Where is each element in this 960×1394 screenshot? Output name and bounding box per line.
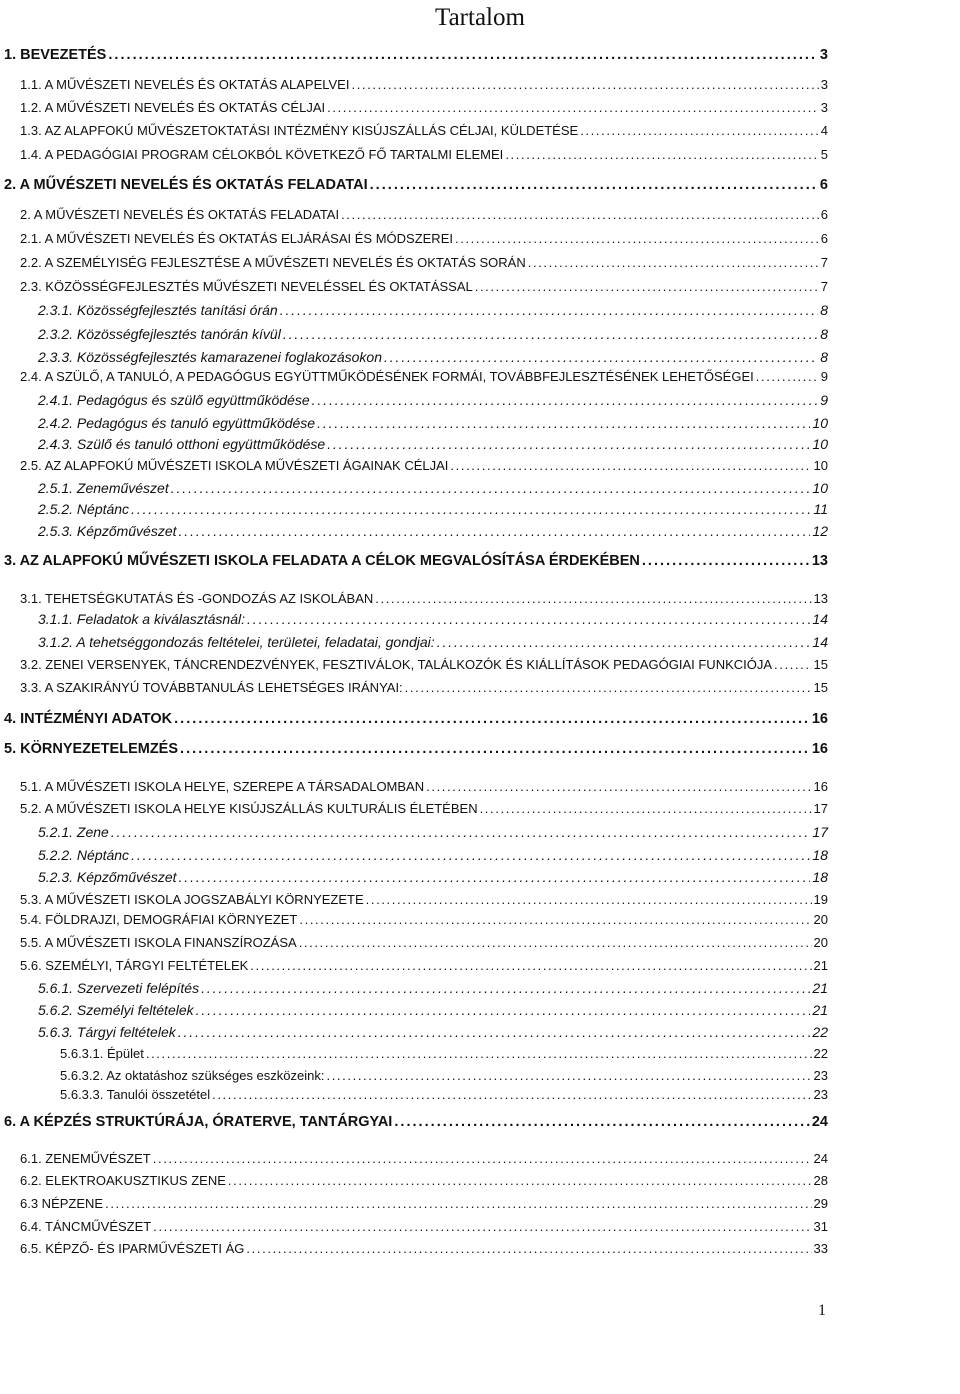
toc-entry-label: 2.5.1. Zeneművészet	[38, 480, 169, 496]
toc-entry-label: 2.1. A MŰVÉSZETI NEVELÉS ÉS OKTATÁS ELJÁRÁSAI ÉS MÓDSZEREI	[20, 231, 453, 246]
toc-entry-page: 28	[813, 1173, 828, 1188]
toc-leader-dots	[228, 1174, 812, 1187]
toc-entry-page: 6	[820, 231, 828, 246]
toc-entry[interactable]	[38, 1003, 828, 1017]
toc-leader-dots	[146, 1047, 812, 1060]
toc-entry[interactable]	[20, 78, 828, 91]
toc-entry-page: 17	[812, 824, 828, 840]
toc-entry[interactable]	[38, 825, 828, 839]
toc-entry-page: 7	[820, 279, 828, 294]
toc-entry[interactable]	[20, 1220, 828, 1233]
toc-entry[interactable]	[38, 524, 828, 538]
toc-leader-dots	[201, 981, 810, 995]
toc-entry-page: 10	[812, 480, 828, 496]
toc-leader-dots	[341, 208, 819, 221]
toc-entry-page: 13	[811, 553, 828, 569]
toc-entry-page: 22	[813, 1046, 828, 1061]
toc-leader-dots	[642, 554, 810, 569]
toc-entry-label: 5.5. A MŰVÉSZETI ISKOLA FINANSZÍROZÁSA	[20, 935, 297, 950]
toc-entry[interactable]	[20, 370, 828, 383]
toc-entry-page: 9	[820, 392, 828, 408]
toc-entry-label: 3.1.1. Feladatok a kiválasztásnál:	[38, 611, 246, 627]
toc-leader-dots	[351, 78, 818, 91]
toc-leader-dots	[450, 459, 811, 472]
toc-entry-page: 23	[813, 1087, 828, 1102]
page-number: 1	[818, 1302, 826, 1319]
toc-entry-label: 3.1.2. A tehetséggondozás feltételei, területei, feladatai, gondjai:	[38, 634, 435, 650]
toc-entry-label: 1.4. A PEDAGÓGIAI PROGRAM CÉLOKBÓL KÖVETKEZŐ FŐ TARTALMI ELEMEI	[20, 147, 504, 162]
toc-leader-dots	[105, 1197, 811, 1210]
toc-entry-label: 2.4.2. Pedagógus és tanuló együttműködése	[38, 415, 316, 431]
toc-leader-dots	[366, 893, 812, 906]
toc-entry-page: 29	[813, 1196, 828, 1211]
toc-leader-dots	[437, 635, 811, 649]
toc-entry[interactable]	[20, 913, 828, 926]
toc-entry-page: 16	[811, 741, 828, 757]
toc-leader-dots	[327, 101, 819, 114]
toc-leader-dots	[174, 712, 810, 727]
toc-entry-label: 5.6.3. Tárgyi feltételek	[38, 1024, 176, 1040]
toc-entry[interactable]	[38, 416, 828, 430]
toc-entry-label: 5.3. A MŰVÉSZETI ISKOLA JOGSZABÁLYI KÖRNYEZETE	[20, 892, 364, 907]
toc-entry[interactable]	[38, 393, 828, 407]
toc-leader-dots	[299, 936, 812, 949]
toc-entry[interactable]	[20, 936, 828, 949]
toc-entry-label: 1.3. AZ ALAPFOKÚ MŰVÉSZETOKTATÁSI INTÉZMÉNY KISÚJSZÁLLÁS CÉLJAI, KÜLDETÉSE	[20, 123, 579, 138]
toc-entry[interactable]	[60, 1047, 828, 1060]
toc-entry[interactable]	[38, 848, 828, 862]
toc-entry-page: 3	[820, 77, 828, 92]
toc-entry-page: 7	[820, 255, 828, 270]
toc-entry-label: 5. KÖRNYEZETELEMZÉS	[4, 741, 179, 757]
toc-entry-page: 15	[813, 657, 828, 672]
toc-entry[interactable]	[20, 959, 828, 972]
toc-entry[interactable]	[20, 802, 828, 815]
toc-entry-page: 12	[812, 523, 828, 539]
toc-entry[interactable]	[4, 48, 828, 63]
toc-entry[interactable]	[4, 742, 828, 757]
toc-entry[interactable]	[20, 592, 828, 605]
toc-entry[interactable]	[20, 148, 828, 161]
toc-entry-label: 5.6.3.3. Tanulói összetétel	[60, 1087, 211, 1102]
toc-entry-label: 5.6. SZEMÉLYI, TÁRGYI FELTÉTELEK	[20, 958, 249, 973]
toc-entry-label: 3.1. TEHETSÉGKUTATÁS ÉS -GONDOZÁS AZ ISKOLÁBAN	[20, 591, 374, 606]
toc-entry-page: 24	[811, 1114, 828, 1130]
toc-entry-label: 6.3 NÉPZENE	[20, 1196, 104, 1211]
toc-leader-dots	[312, 393, 819, 407]
toc-entry-label: 2.5.3. Képzőművészet	[38, 523, 177, 539]
page-title: Tartalom	[435, 4, 525, 31]
toc-entry-page: 16	[811, 711, 828, 727]
toc-leader-dots	[108, 48, 818, 63]
toc-leader-dots	[250, 959, 811, 972]
toc-entry-label: 6.2. ELEKTROAKUSZTIKUS ZENE	[20, 1173, 226, 1188]
toc-leader-dots	[580, 124, 819, 137]
toc-leader-dots	[528, 256, 819, 269]
toc-entry[interactable]	[20, 681, 828, 694]
toc-leader-dots	[370, 178, 818, 193]
toc-entry-page: 10	[812, 415, 828, 431]
toc-entry[interactable]	[20, 208, 828, 221]
toc-entry-label: 5.6.2. Személyi feltételek	[38, 1002, 194, 1018]
toc-leader-dots	[111, 825, 811, 839]
toc-entry-page: 17	[813, 801, 828, 816]
toc-entry[interactable]	[38, 481, 828, 495]
toc-entry-page: 3	[820, 100, 828, 115]
toc-leader-dots	[212, 1088, 811, 1101]
toc-entry-label: 5.2.2. Néptánc	[38, 847, 130, 863]
toc-entry-page: 8	[820, 302, 828, 318]
toc-entry-page: 13	[813, 591, 828, 606]
toc-entry-label: 6.4. TÁNCMŰVÉSZET	[20, 1219, 152, 1234]
toc-entry-label: 3.3. A SZAKIRÁNYÚ TOVÁBBTANULÁS LEHETSÉGES IRÁNYAI:	[20, 680, 403, 695]
toc-entry-page: 21	[812, 1002, 828, 1018]
toc-entry[interactable]	[4, 554, 828, 569]
toc-entry-page: 8	[820, 326, 828, 342]
toc-leader-dots	[505, 148, 818, 161]
toc-entry[interactable]	[20, 232, 828, 245]
toc-entry[interactable]	[38, 635, 828, 649]
toc-leader-dots	[375, 592, 811, 605]
toc-entry-page: 4	[820, 123, 828, 138]
toc-entry-label: 5.4. FÖLDRAJZI, DEMOGRÁFIAI KÖRNYEZET	[20, 912, 298, 927]
toc-entry[interactable]	[20, 1174, 828, 1187]
toc-entry-label: 2.4.1. Pedagógus és szülő együttműködése	[38, 392, 310, 408]
toc-entry-page: 5	[820, 147, 828, 162]
toc-leader-dots	[171, 481, 811, 495]
toc-entry-page: 16	[813, 779, 828, 794]
toc-entry[interactable]	[4, 178, 828, 193]
toc-entry[interactable]	[4, 1115, 828, 1130]
toc-entry-page: 18	[812, 869, 828, 885]
toc-entry-page: 14	[812, 611, 828, 627]
toc-entry[interactable]	[20, 459, 828, 472]
toc-entry-label: 2.4. A SZÜLŐ, A TANULÓ, A PEDAGÓGUS EGYÜTTMŰKÖDÉSÉNEK FORMÁI, TOVÁBBFEJLESZTÉSÉNEK LEHETŐSÉGEI	[20, 369, 754, 384]
toc-leader-dots	[153, 1152, 812, 1165]
toc-entry[interactable]	[20, 780, 828, 793]
toc-leader-dots	[326, 1069, 811, 1082]
toc-entry-page: 21	[813, 958, 828, 973]
toc-entry[interactable]	[38, 327, 828, 341]
toc-entry[interactable]	[38, 981, 828, 995]
toc-leader-dots	[455, 232, 819, 245]
toc-leader-dots	[480, 802, 812, 815]
toc-entry-page: 10	[813, 458, 828, 473]
toc-leader-dots	[475, 280, 819, 293]
toc-entry[interactable]	[20, 893, 828, 906]
toc-leader-dots	[317, 416, 810, 430]
toc-entry-label: 5.6.3.2. Az oktatáshoz szükséges eszközeink:	[60, 1068, 325, 1083]
toc-leader-dots	[153, 1220, 811, 1233]
toc-entry[interactable]	[38, 350, 828, 364]
toc-entry[interactable]	[20, 1152, 828, 1165]
toc-entry-page: 19	[813, 892, 828, 907]
toc-entry-label: 6. A KÉPZÉS STRUKTÚRÁJA, ÓRATERVE, TANTÁRGYAI	[4, 1114, 393, 1130]
toc-entry[interactable]	[38, 1025, 828, 1039]
toc-entry-page: 15	[813, 680, 828, 695]
toc-entry-label: 5.1. A MŰVÉSZETI ISKOLA HELYE, SZEREPE A TÁRSADALOMBAN	[20, 779, 425, 794]
toc-entry-page: 3	[819, 47, 828, 63]
toc-entry-label: 1. BEVEZETÉS	[4, 47, 107, 63]
toc-entry-label: 5.6.3.1. Épület	[60, 1046, 144, 1061]
toc-entry[interactable]	[60, 1069, 828, 1082]
toc-entry-page: 11	[813, 501, 828, 517]
toc-entry-page: 6	[819, 177, 828, 193]
toc-entry[interactable]	[38, 612, 828, 626]
toc-entry[interactable]	[4, 712, 828, 727]
toc-entry-label: 3. AZ ALAPFOKÚ MŰVÉSZETI ISKOLA FELADATA A CÉLOK MEGVALÓSÍTÁSA ÉRDEKÉBEN	[4, 553, 640, 569]
toc-leader-dots	[394, 1115, 810, 1130]
toc-entry[interactable]	[38, 437, 828, 451]
toc-entry-page: 6	[820, 207, 828, 222]
toc-entry[interactable]	[20, 124, 828, 137]
toc-entry-label: 1.1. A MŰVÉSZETI NEVELÉS ÉS OKTATÁS ALAPELVEI	[20, 77, 350, 92]
toc-entry[interactable]	[60, 1088, 828, 1101]
toc-entry-label: 2. A MŰVÉSZETI NEVELÉS ÉS OKTATÁS FELADATAI	[4, 177, 368, 193]
toc-entry-label: 5.6.1. Szervezeti felépítés	[38, 980, 200, 996]
toc-leader-dots	[384, 350, 818, 364]
toc-entry-label: 5.2.1. Zene	[38, 824, 109, 840]
toc-entry-page: 20	[813, 935, 828, 950]
toc-leader-dots	[179, 870, 811, 884]
toc-entry-label: 2.3.1. Közösségfejlesztés tanítási órán	[38, 302, 278, 318]
toc-entry-label: 2.3. KÖZÖSSÉGFEJLESZTÉS MŰVÉSZETI NEVELÉSSEL ÉS OKTATÁSSAL	[20, 279, 473, 294]
toc-entry-label: 2.5. AZ ALAPFOKÚ MŰVÉSZETI ISKOLA MŰVÉSZETI ÁGAINAK CÉLJAI	[20, 458, 449, 473]
toc-entry[interactable]	[20, 101, 828, 114]
toc-entry-page: 18	[812, 847, 828, 863]
toc-entry-page: 31	[813, 1219, 828, 1234]
toc-entry-label: 2. A MŰVÉSZETI NEVELÉS ÉS OKTATÁS FELADATAI	[20, 207, 340, 222]
toc-entry[interactable]	[20, 1242, 828, 1255]
toc-leader-dots	[327, 437, 810, 451]
toc-leader-dots	[131, 848, 810, 862]
toc-entry-page: 22	[812, 1024, 828, 1040]
toc-leader-dots	[283, 327, 818, 341]
toc-entry[interactable]	[20, 658, 828, 671]
toc-entry[interactable]	[38, 502, 828, 516]
toc-entry-page: 21	[812, 980, 828, 996]
toc-entry-page: 10	[812, 436, 828, 452]
toc-leader-dots	[196, 1003, 811, 1017]
toc-leader-dots	[180, 742, 810, 757]
toc-entry-label: 1.2. A MŰVÉSZETI NEVELÉS ÉS OKTATÁS CÉLJAI	[20, 100, 326, 115]
toc-entry[interactable]	[20, 256, 828, 269]
toc-leader-dots	[774, 658, 811, 671]
toc-entry-label: 6.5. KÉPZŐ- ÉS IPARMŰVÉSZETI ÁG	[20, 1241, 245, 1256]
toc-entry[interactable]	[38, 303, 828, 317]
toc-leader-dots	[756, 370, 819, 383]
toc-leader-dots	[280, 303, 819, 317]
toc-entry-label: 2.2. A SZEMÉLYISÉG FEJLESZTÉSE A MŰVÉSZETI NEVELÉS ÉS OKTATÁS SORÁN	[20, 255, 526, 270]
toc-leader-dots	[426, 780, 811, 793]
toc-entry-page: 33	[813, 1241, 828, 1256]
toc-entry-page: 24	[813, 1151, 828, 1166]
toc-entry[interactable]	[38, 870, 828, 884]
toc-entry-page: 8	[820, 349, 828, 365]
toc-entry-label: 2.3.3. Közösségfejlesztés kamarazenei foglakozásokon	[38, 349, 382, 365]
toc-entry-label: 4. INTÉZMÉNYI ADATOK	[4, 711, 173, 727]
toc-entry-label: 2.4.3. Szülő és tanuló otthoni együttműködése	[38, 436, 326, 452]
toc-leader-dots	[179, 524, 811, 538]
toc-leader-dots	[246, 1242, 811, 1255]
toc-leader-dots	[178, 1025, 811, 1039]
toc-leader-dots	[131, 502, 811, 516]
toc-entry-label: 5.2. A MŰVÉSZETI ISKOLA HELYE KISÚJSZÁLLÁS KULTURÁLIS ÉLETÉBEN	[20, 801, 478, 816]
toc-leader-dots	[247, 612, 810, 626]
toc-entry-label: 2.5.2. Néptánc	[38, 501, 130, 517]
toc-leader-dots	[405, 681, 812, 694]
toc-entry-label: 6.1. ZENEMŰVÉSZET	[20, 1151, 151, 1166]
toc-leader-dots	[299, 913, 811, 926]
toc-entry-label: 5.2.3. Képzőművészet	[38, 869, 177, 885]
toc-entry-page: 20	[813, 912, 828, 927]
toc-entry-label: 3.2. ZENEI VERSENYEK, TÁNCRENDEZVÉNYEK, FESZTIVÁLOK, TALÁLKOZÓK ÉS KIÁLLÍTÁSOK PEDAGÓGIAI FUNKCIÓJA	[20, 657, 773, 672]
toc-entry-page: 14	[812, 634, 828, 650]
toc-entry-page: 9	[820, 369, 828, 384]
toc-entry-page: 23	[813, 1068, 828, 1083]
toc-entry[interactable]	[20, 280, 828, 293]
toc-entry[interactable]	[20, 1197, 828, 1210]
toc-entry-label: 2.3.2. Közösségfejlesztés tanórán kívül	[38, 326, 281, 342]
